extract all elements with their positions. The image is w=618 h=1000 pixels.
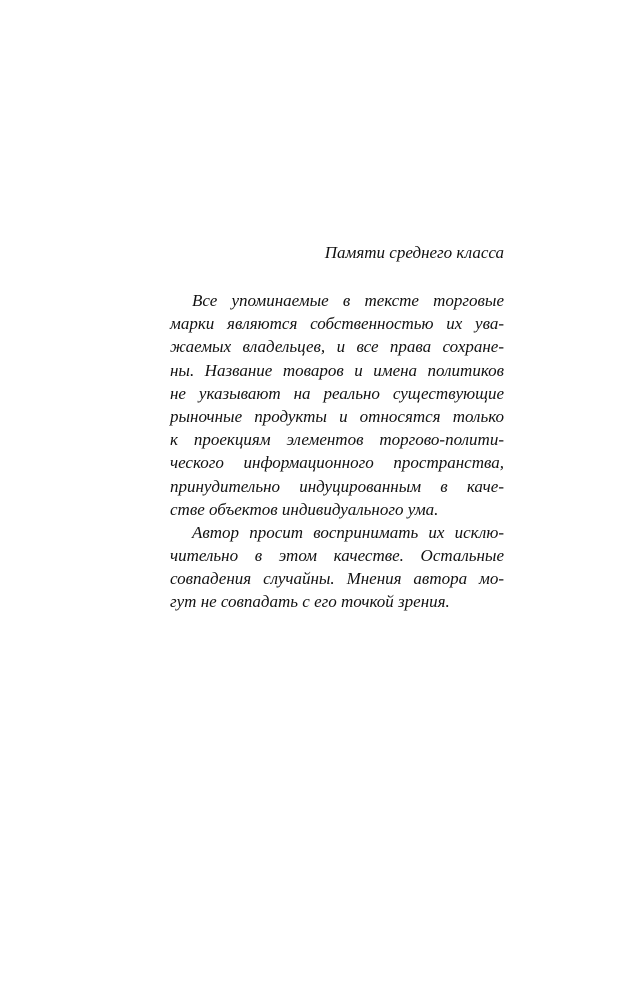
text-line: марки являются собственностью их ува- — [170, 314, 504, 334]
text-line: рыночные продукты и относятся только — [170, 406, 504, 426]
paragraph-trademarks — [170, 289, 504, 521]
text-line: ны. Название товаров и имена политиков — [170, 360, 504, 380]
dedication: Памяти среднего класса — [324, 243, 504, 262]
disclaimer-text — [170, 289, 504, 614]
text-line: гут не совпадать с его точкой зрения. — [170, 592, 450, 612]
paragraph-author-note — [170, 521, 504, 614]
text-line: принудительно индуцированным в каче- — [170, 476, 504, 496]
text-line: Все упоминаемые в тексте торговые — [192, 291, 504, 310]
text-line: Автор просит воспринимать их исклю- — [192, 522, 504, 542]
text-line: ческого информационного пространства, — [170, 453, 504, 473]
text-line: стве объектов индивидуального ума. — [170, 499, 439, 519]
text-line: не указывают на реально существующие — [170, 383, 504, 403]
text-line: чительно в этом качестве. Остальные — [170, 546, 504, 566]
text-line: совпадения случайны. Мнения автора мо- — [170, 569, 504, 589]
text-line: жаемых владельцев, и все права сохране- — [170, 337, 504, 357]
text-line: к проекциям элементов торгово-полити- — [170, 430, 504, 450]
